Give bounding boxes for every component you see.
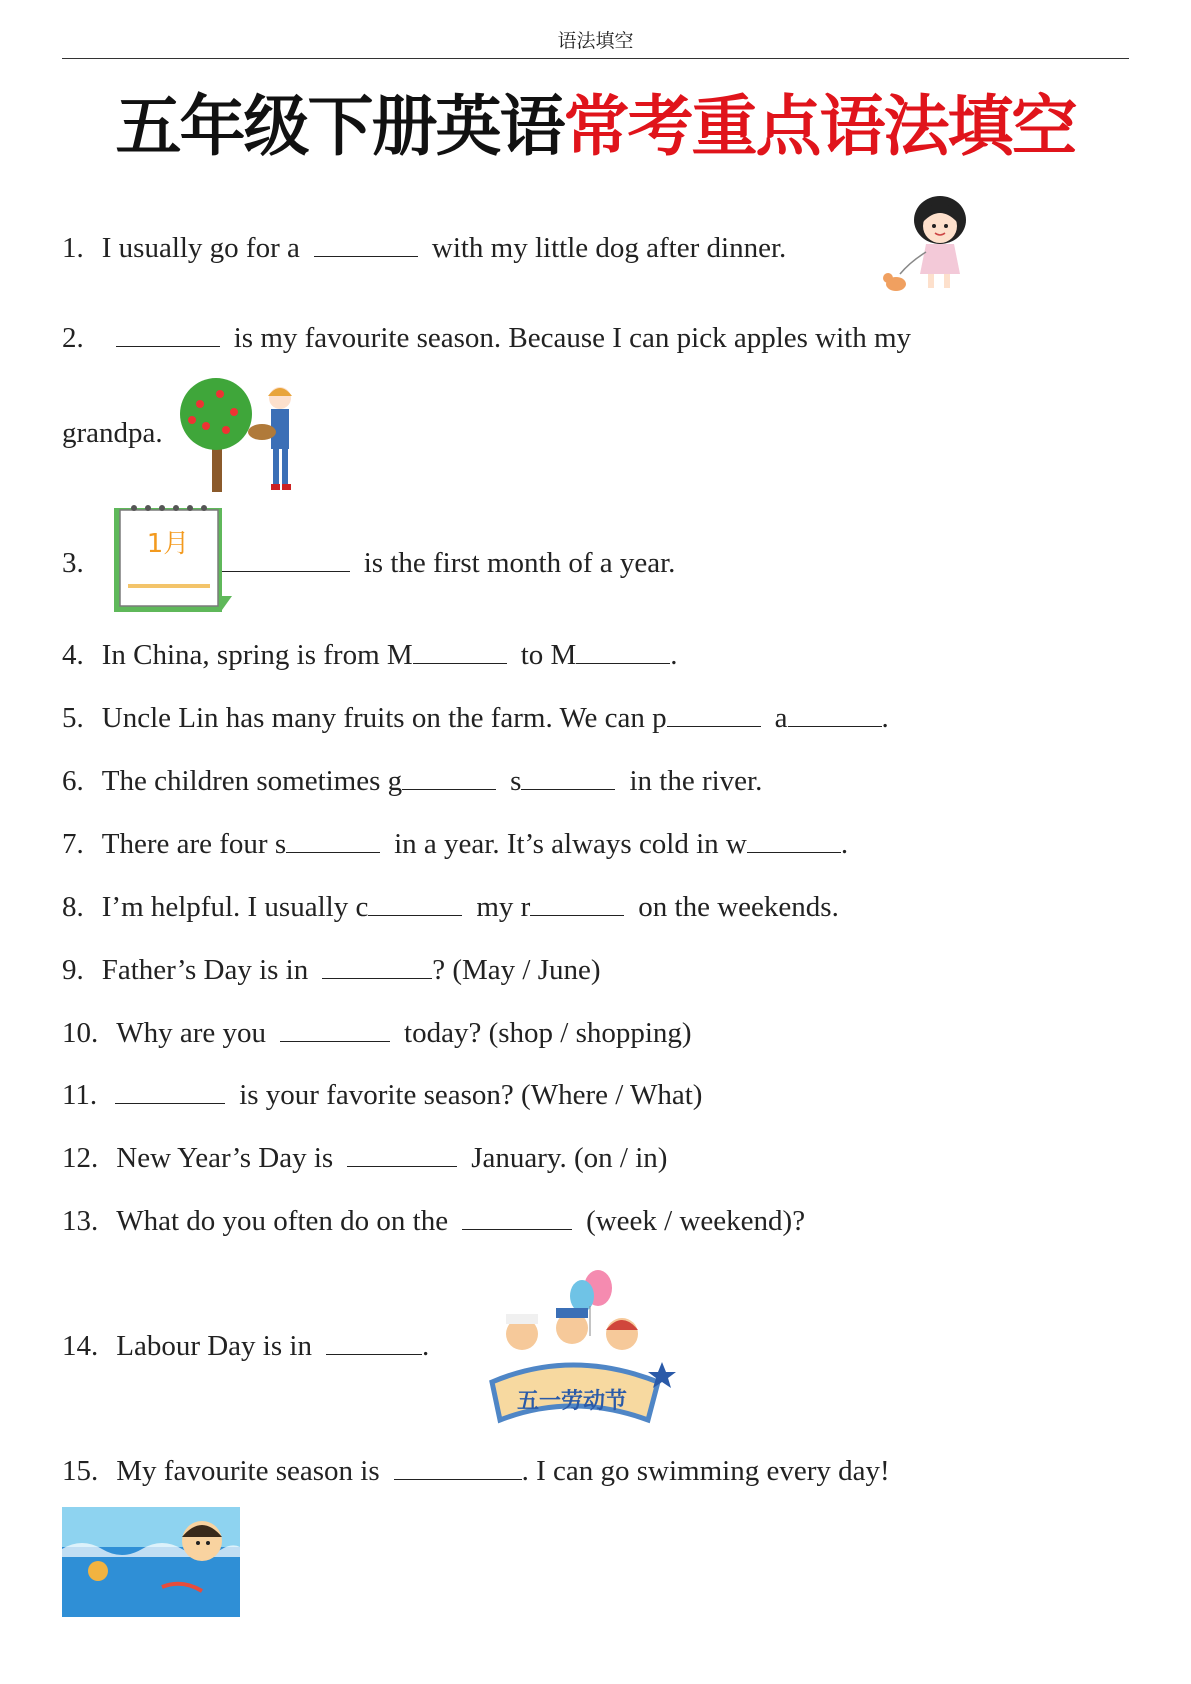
answer-blank[interactable] — [286, 828, 380, 853]
question-2 — [62, 320, 911, 356]
title-red-part: 常考重点语法填空 — [563, 88, 1076, 165]
question-number: 11. — [62, 1079, 98, 1111]
question-text: a — [774, 702, 788, 734]
labour-day-icon — [472, 1262, 678, 1430]
answer-blank[interactable] — [326, 1330, 422, 1355]
question-text: in a year. It’s always cold in w — [394, 828, 747, 860]
question-text: today? (shop / shopping) — [404, 1017, 692, 1049]
question-number: 8. — [62, 891, 84, 923]
answer-blank[interactable] — [530, 891, 624, 916]
question-text: (week / weekend)? — [586, 1205, 806, 1237]
question-number: 9. — [62, 954, 84, 986]
question-number: 5. — [62, 702, 84, 734]
answer-blank[interactable] — [413, 639, 507, 664]
header-text: 语法填空 — [557, 30, 634, 52]
question-text: is the first month of a year. — [363, 547, 676, 579]
question-text: Father’s Day is in — [101, 954, 309, 986]
question-12 — [62, 1140, 667, 1176]
question-text: . — [881, 702, 889, 734]
question-14 — [62, 1328, 429, 1364]
question-8 — [62, 889, 839, 925]
answer-blank[interactable] — [462, 1205, 572, 1230]
question-number: 3. — [62, 547, 84, 579]
calendar-icon — [110, 500, 234, 622]
answer-blank[interactable] — [314, 232, 418, 257]
question-number: 2. — [62, 322, 84, 354]
answer-blank[interactable] — [747, 828, 841, 853]
answer-blank[interactable] — [116, 322, 220, 347]
question-6 — [62, 763, 762, 799]
answer-blank[interactable] — [402, 765, 496, 790]
answer-blank[interactable] — [322, 954, 432, 979]
question-text: Labour Day is in — [116, 1330, 312, 1362]
question-text: There are four s — [101, 828, 287, 860]
question-11 — [62, 1077, 702, 1113]
question-number: 10. — [62, 1017, 99, 1049]
question-text: ? (May / June) — [432, 954, 601, 986]
question-text: What do you often do on the — [116, 1205, 449, 1237]
question-text: . — [670, 639, 678, 671]
answer-blank[interactable] — [368, 891, 462, 916]
question-7 — [62, 826, 848, 862]
question-number: 1. — [62, 232, 84, 264]
answer-blank[interactable] — [394, 1455, 522, 1480]
calendar-text: 1月 — [146, 529, 190, 559]
girl-walking-dog-icon — [882, 192, 992, 300]
question-text: on the weekends. — [638, 891, 839, 923]
question-number: 12. — [62, 1142, 99, 1174]
page-header — [62, 28, 1129, 59]
question-text: My favourite season is — [116, 1455, 380, 1487]
answer-blank[interactable] — [347, 1142, 457, 1167]
question-text: in the river. — [629, 765, 763, 797]
question-text: . — [421, 1330, 430, 1362]
question-number: 7. — [62, 828, 84, 860]
question-number: 14. — [62, 1330, 99, 1362]
question-number: 6. — [62, 765, 84, 797]
answer-blank[interactable] — [115, 1079, 225, 1104]
question-text: The children sometimes g — [101, 765, 403, 797]
question-number: 13. — [62, 1205, 99, 1237]
question-text: I usually go for a — [101, 232, 300, 264]
title-black-part: 五年级下册英语 — [115, 88, 564, 165]
question-number: 4. — [62, 639, 84, 671]
apple-tree-girl-icon — [176, 374, 298, 496]
question-text: grandpa. — [62, 417, 163, 449]
question-text: to M — [520, 639, 577, 671]
question-text: New Year’s Day is — [116, 1142, 334, 1174]
question-2-line2 — [62, 415, 163, 451]
question-text: is your favorite season? (Where / What) — [239, 1079, 703, 1111]
question-text: with my little dog after dinner. — [431, 232, 787, 264]
question-text: s — [510, 765, 522, 797]
page-title — [0, 82, 1191, 172]
answer-blank[interactable] — [521, 765, 615, 790]
question-text: . — [840, 828, 849, 860]
question-5 — [62, 700, 889, 736]
question-1 — [62, 230, 786, 266]
answer-blank[interactable] — [788, 702, 882, 727]
question-15 — [62, 1453, 890, 1489]
question-13 — [62, 1203, 805, 1239]
question-text: . I can go swimming every day! — [521, 1455, 890, 1487]
question-9 — [62, 952, 601, 988]
answer-blank[interactable] — [280, 1017, 390, 1042]
swimming-icon — [62, 1507, 240, 1617]
question-text: In China, spring is from M — [101, 639, 413, 671]
answer-blank[interactable] — [222, 547, 350, 572]
question-text: Uncle Lin has many fruits on the farm. We can p — [101, 702, 667, 734]
question-text: January. (on / in) — [471, 1142, 668, 1174]
question-text: my r — [476, 891, 531, 923]
answer-blank[interactable] — [667, 702, 761, 727]
question-text: I’m helpful. I usually c — [101, 891, 369, 923]
question-number: 15. — [62, 1455, 99, 1487]
question-4 — [62, 637, 678, 673]
question-10 — [62, 1015, 692, 1051]
answer-blank[interactable] — [576, 639, 670, 664]
labour-day-banner-text: 五一劳动节 — [516, 1389, 628, 1414]
question-text: Why are you — [116, 1017, 267, 1049]
question-text: is my favourite season. Because I can pick apples with my — [233, 322, 912, 354]
